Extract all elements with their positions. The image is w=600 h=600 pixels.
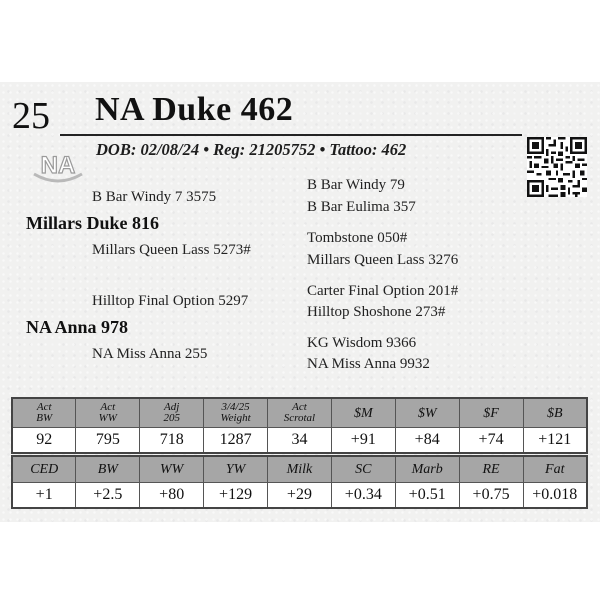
sire-sire-dam: B Bar Eulima 357 bbox=[307, 199, 416, 215]
sire-sire: B Bar Windy 7 3575 bbox=[92, 189, 217, 205]
header-act-bw: Act BW bbox=[12, 398, 76, 428]
sire: Millars Duke 816 bbox=[26, 213, 159, 233]
value-yw: +129 bbox=[204, 483, 268, 509]
dam-dam: NA Miss Anna 255 bbox=[92, 346, 208, 362]
header-yw: YW bbox=[204, 456, 268, 483]
header-act-ww: Act WW bbox=[76, 398, 140, 428]
header-ced: CED bbox=[12, 456, 76, 483]
value-weight: 1287 bbox=[204, 428, 268, 454]
epd-header-row bbox=[12, 456, 587, 483]
value-adj-205: 718 bbox=[140, 428, 204, 454]
value-act-scrotal: 34 bbox=[268, 428, 332, 454]
animal-details: DOB: 02/08/24 • Reg: 21205752 • Tattoo: 462 bbox=[96, 140, 407, 159]
header-act-scrotal: Act Scrotal bbox=[268, 398, 332, 428]
dam-sire-sire: Carter Final Option 201# bbox=[307, 283, 459, 299]
header-adj-205: Adj 205 bbox=[140, 398, 204, 428]
performance-value-row bbox=[12, 428, 587, 454]
dam-sire-dam: Hilltop Shoshone 273# bbox=[307, 304, 446, 320]
header-dollar-f: $F bbox=[459, 398, 523, 428]
qr-code-icon[interactable] bbox=[527, 137, 587, 197]
epd-table bbox=[11, 455, 588, 509]
header-weight: 3/4/25 Weight bbox=[204, 398, 268, 428]
sire-dam: Millars Queen Lass 5273# bbox=[92, 242, 251, 258]
page-bottom-margin bbox=[0, 522, 600, 600]
dam-dam-sire: KG Wisdom 9366 bbox=[307, 335, 417, 351]
sire-dam-sire: Tombstone 050# bbox=[307, 230, 408, 246]
value-re: +0.75 bbox=[459, 483, 523, 509]
dam-dam-dam: NA Miss Anna 9932 bbox=[307, 356, 430, 372]
value-act-bw: 92 bbox=[12, 428, 76, 454]
value-dollar-b: +121 bbox=[523, 428, 587, 454]
value-bw: +2.5 bbox=[76, 483, 140, 509]
value-fat: +0.018 bbox=[523, 483, 587, 509]
logo-text: NA bbox=[40, 152, 76, 179]
header-milk: Milk bbox=[268, 456, 332, 483]
header-ww: WW bbox=[140, 456, 204, 483]
header-sc: SC bbox=[331, 456, 395, 483]
header-re: RE bbox=[459, 456, 523, 483]
title-divider bbox=[60, 134, 522, 136]
sire-sire-sire: B Bar Windy 79 bbox=[307, 177, 405, 193]
value-act-ww: 795 bbox=[76, 428, 140, 454]
value-ww: +80 bbox=[140, 483, 204, 509]
dam-sire: Hilltop Final Option 5297 bbox=[92, 293, 249, 309]
performance-header-row bbox=[12, 398, 587, 428]
value-marb: +0.51 bbox=[395, 483, 459, 509]
animal-name: NA Duke 462 bbox=[95, 91, 294, 128]
value-dollar-f: +74 bbox=[459, 428, 523, 454]
ranch-logo bbox=[30, 148, 86, 188]
header-dollar-w: $W bbox=[395, 398, 459, 428]
value-ced: +1 bbox=[12, 483, 76, 509]
epd-value-row bbox=[12, 483, 587, 509]
sire-dam-dam: Millars Queen Lass 3276 bbox=[307, 252, 459, 268]
value-dollar-m: +91 bbox=[331, 428, 395, 454]
header-bw: BW bbox=[76, 456, 140, 483]
header-marb: Marb bbox=[395, 456, 459, 483]
header-dollar-b: $B bbox=[523, 398, 587, 428]
value-milk: +29 bbox=[268, 483, 332, 509]
value-dollar-w: +84 bbox=[395, 428, 459, 454]
dam: NA Anna 978 bbox=[26, 317, 129, 337]
value-sc: +0.34 bbox=[331, 483, 395, 509]
performance-table bbox=[11, 397, 588, 454]
header-fat: Fat bbox=[523, 456, 587, 483]
lot-number: 25 bbox=[12, 95, 50, 137]
header-dollar-m: $M bbox=[331, 398, 395, 428]
